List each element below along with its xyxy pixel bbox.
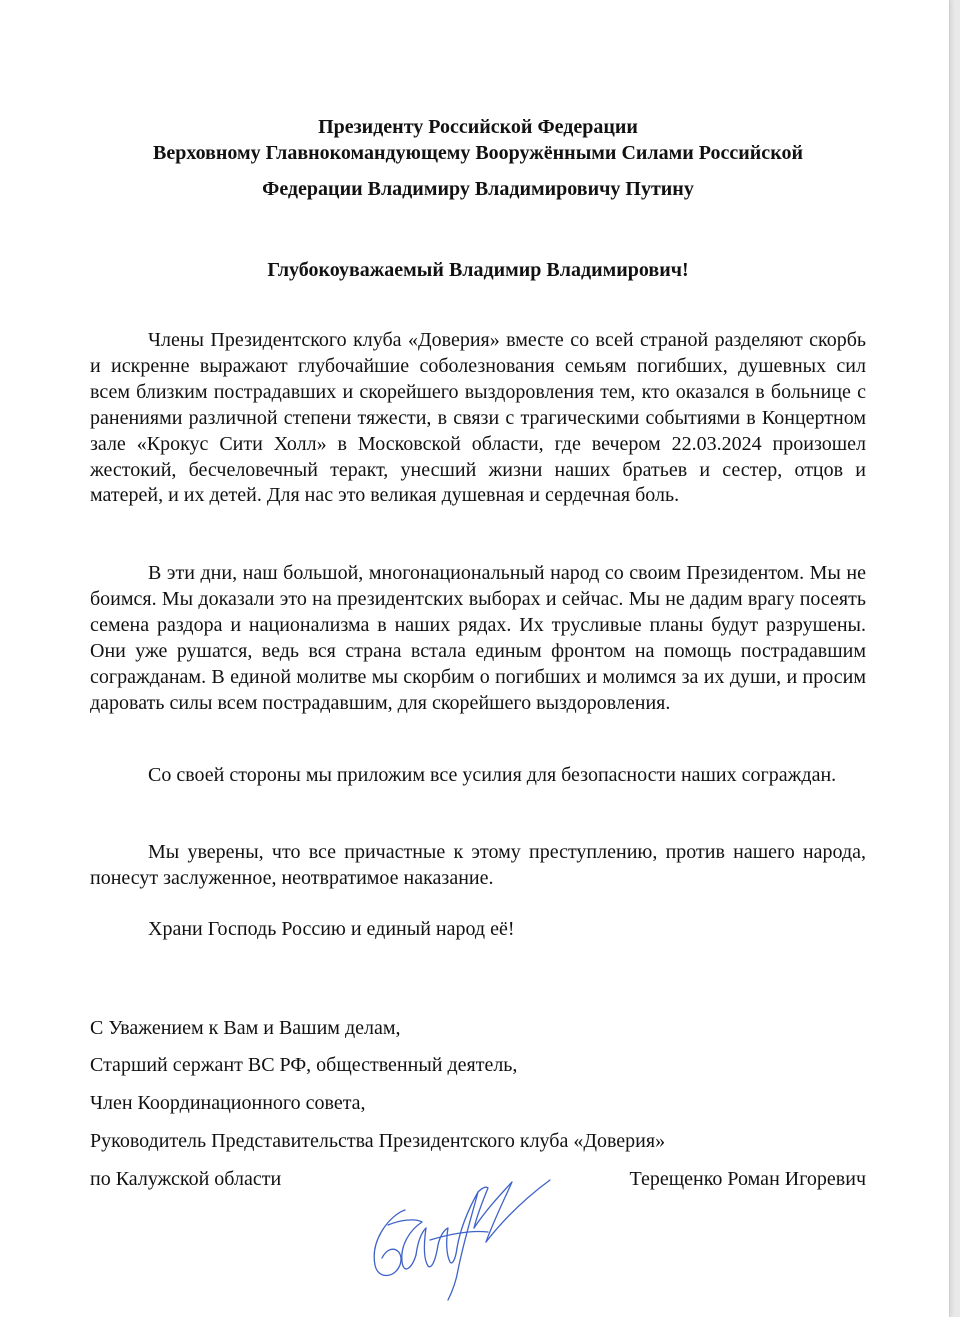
addressee-line-2: Верховному Главнокомандующему Вооружёнными Силами Российской [153,142,803,164]
addressee-line-1: Президенту Российской Федерации [318,116,638,138]
body-paragraph-3: Со своей стороны мы приложим все усилия для безопасности наших сограждан. [148,764,837,786]
handwritten-signature [360,1170,560,1310]
signer-name: Терещенко Роман Игоревич [629,1168,866,1190]
body-paragraph-4: Мы уверены, что все причастные к этому преступлению, против нашего народа, понесут заслуженное, неотвратимое наказание. [90,841,866,889]
body-paragraph-5: Храни Господь Россию и единый народ её! [148,918,515,940]
closing-line-1: С Уважением к Вам и Вашим делам, [90,1017,401,1039]
closing-line-5: по Калужской области [90,1168,282,1190]
closing-line-2: Старший сержант ВС РФ, общественный деятель, [90,1054,518,1076]
closing-line-4: Руководитель Представительства Президентского клуба «Доверия» [90,1130,666,1152]
addressee-line-3: Федерации Владимиру Владимировичу Путину [262,178,694,200]
body-paragraph-2: В эти дни, наш большой, многонациональный народ со своим Президентом. Мы не боимся. Мы доказали это на президентских выборах и сейчас. Мы не дадим врагу посеять семена раздора и национализма в наших рядах. Их трусливые планы будут разрушены. Они уже рушатся, ведь вся страна встала единым фронтом на помощь пострадавшим согражданам. В единой молитве мы скорбим о погибших и молимся за их души, и просим даровать силы всем пострадавшим, для скорейшего выздоровления. [90,562,866,714]
closing-line-3: Член Координационного совета, [90,1092,366,1114]
greeting: Глубокоуважаемый Владимир Владимирович! [267,259,689,281]
body-paragraph-1: Члены Президентского клуба «Доверия» вместе со всей страной разделяют скорбь и искренне выражают глубочайшие соболезнования семьям погибших, душевных сил всем близким пострадавших и скорейшего выздоровления тем, кто оказался в больнице с ранениями различной степени тяжести, в связи с трагическими событиями в Концертном зале «Крокус Сити Холл» в Московской области, где вечером 22.03.2024 произошел жестокий, бесчеловечный теракт, унесший жизни наших братьев и сестер, отцов и матерей, и их детей. Для нас это великая душевная и сердечная боль. [90,329,866,507]
